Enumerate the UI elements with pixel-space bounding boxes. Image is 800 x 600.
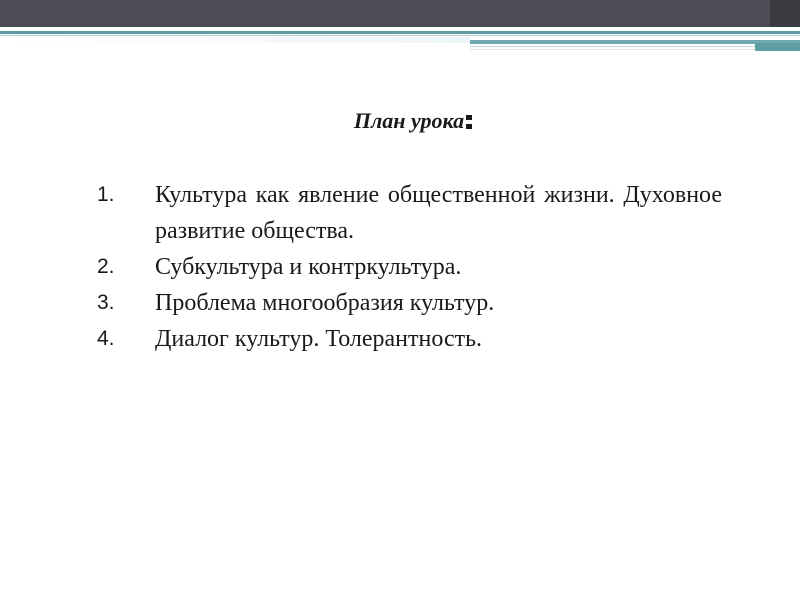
header-fade bbox=[0, 37, 470, 43]
slide-title-text: План урока bbox=[353, 108, 465, 133]
list-item-text: Культура как явление общественной жизни. Духовное развитие общества. bbox=[155, 182, 722, 244]
list-item bbox=[97, 177, 722, 249]
list-item bbox=[97, 249, 722, 285]
header-band-corner bbox=[770, 0, 800, 27]
title-colon-glyph bbox=[466, 115, 472, 129]
list-item bbox=[97, 285, 722, 321]
list-item-number: 1. bbox=[97, 183, 115, 206]
list-item-number: 4. bbox=[97, 327, 115, 350]
list-item-number: 3. bbox=[97, 291, 115, 314]
list-item-text: Субкультура и контркультура. bbox=[155, 254, 462, 280]
header-rule-thick bbox=[0, 31, 800, 34]
list-item-text: Проблема многообразия культур. bbox=[155, 290, 495, 316]
lesson-plan-list bbox=[97, 177, 722, 357]
header-rule bbox=[0, 27, 800, 37]
header-accent bbox=[470, 37, 800, 55]
header-rule-thin bbox=[0, 35, 800, 36]
list-item-number: 2. bbox=[97, 255, 115, 278]
header-band bbox=[0, 0, 800, 27]
accent-block bbox=[755, 43, 800, 51]
list-item bbox=[97, 321, 722, 357]
accent-line-1 bbox=[470, 40, 800, 44]
list-item-text: Диалог культур. Толерантность. bbox=[155, 326, 483, 352]
accent-line-3 bbox=[470, 49, 800, 50]
slide-title bbox=[0, 108, 800, 134]
accent-line-2 bbox=[470, 46, 800, 47]
